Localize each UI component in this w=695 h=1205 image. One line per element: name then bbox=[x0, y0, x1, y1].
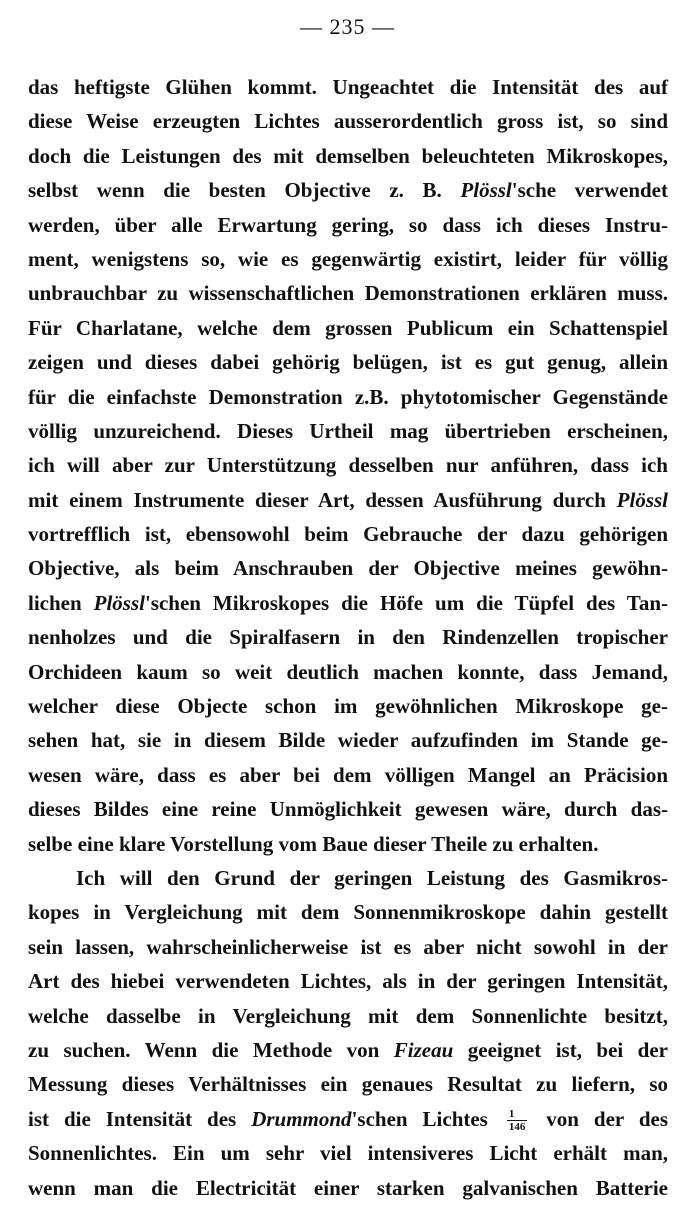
fraction-numerator: 1 bbox=[507, 1108, 528, 1121]
person-name: Plössl bbox=[460, 178, 512, 203]
text-line: unbrauchbar zu wissenschaftlichen Demonstrationen erklären muss. bbox=[28, 281, 668, 306]
person-name: Plössl bbox=[616, 487, 668, 512]
text-line: Art des hiebei verwendeten Lichtes, als in der geringen Intensität, bbox=[28, 969, 668, 994]
text-line: ich will aber zur Unterstützung desselben nur anführen, dass ich bbox=[28, 453, 668, 478]
text-line bbox=[28, 1102, 668, 1136]
text-line: wenn man die Electricität einer starken galvanischen Batterie bbox=[28, 1175, 668, 1200]
text-line: diese Weise erzeugten Lichtes ausserordentlich gross ist, so sind bbox=[28, 109, 668, 134]
text-line: sein lassen, wahrscheinlicherweise ist es aber nicht sowohl in der bbox=[28, 934, 668, 959]
fraction bbox=[507, 1108, 528, 1133]
text-line: wesen wäre, dass es aber bei dem völligen Mangel an Präcision bbox=[28, 762, 668, 787]
text-line: welcher diese Objecte schon im gewöhnlichen Mikroskope ge- bbox=[28, 694, 668, 719]
text-line: vortrefflich ist, ebensowohl beim Gebrauche der dazu gehörigen bbox=[28, 522, 668, 547]
body-text bbox=[28, 70, 668, 1205]
text-line: zeigen und dieses dabei gehörig belügen, ist es gut genug, allein bbox=[28, 350, 668, 375]
text-line bbox=[28, 173, 668, 207]
text-line: das heftigste Glühen kommt. Ungeachtet die Intensität des auf bbox=[28, 75, 668, 99]
text-line: selbe eine klare Vorstellung vom Baue dieser Theile zu erhalten. bbox=[28, 831, 599, 856]
text-run: ist die Intensität des bbox=[28, 1106, 252, 1131]
text-run: von der des bbox=[531, 1106, 668, 1131]
person-name: Fizeau bbox=[393, 1037, 454, 1062]
text-line: Für Charlatane, welche dem grossen Publicum ein Schattenspiel bbox=[28, 315, 668, 340]
text-run: geeignet ist, bei der bbox=[453, 1037, 668, 1062]
text-line: dieses Bildes eine reine Unmöglichkeit gewesen wäre, durch das- bbox=[28, 797, 668, 822]
page-header: — 235 — bbox=[300, 14, 395, 39]
text-line: ment, wenigstens so, wie es gegenwärtig existirt, leider für völlig bbox=[28, 246, 668, 271]
text-line: kopes in Vergleichung mit dem Sonnenmikroskope dahin gestellt bbox=[28, 900, 668, 925]
text-line bbox=[28, 483, 668, 517]
text-line: Orchideen kaum so weit deutlich machen konnte, dass Jemand, bbox=[28, 659, 668, 684]
text-line bbox=[28, 586, 668, 620]
text-line: Objective, als beim Anschrauben der Objective meines gewöhn- bbox=[28, 556, 668, 581]
text-line: völlig unzureichend. Dieses Urtheil mag übertrieben erscheinen, bbox=[28, 418, 668, 443]
text-line: doch die Leistungen des mit demselben beleuchteten Mikroskopes, bbox=[28, 143, 668, 168]
person-name: Drummond bbox=[251, 1106, 352, 1131]
text-run: 'sche verwendet bbox=[511, 178, 668, 203]
text-run: mit einem Instrumente dieser Art, dessen Ausführung durch bbox=[28, 487, 617, 512]
text-line: werden, über alle Erwartung gering, so dass ich dieses Instru- bbox=[28, 212, 668, 237]
person-name: Plössl bbox=[93, 590, 145, 615]
text-run: lichen bbox=[28, 590, 94, 615]
text-run: 'schen Lichtes bbox=[351, 1106, 503, 1131]
text-line: nenholzes und die Spiralfasern in den Rindenzellen tropischer bbox=[28, 625, 668, 650]
text-line: Sonnenlichtes. Ein um sehr viel intensiveres Licht erhält man, bbox=[28, 1141, 668, 1166]
text-run: zu suchen. Wenn die Methode von bbox=[28, 1037, 394, 1062]
text-line: Ich will den Grund der geringen Leistung des Gasmikros- bbox=[76, 865, 668, 890]
text-line: Messung dieses Verhältnisses ein genaues Resultat zu liefern, so bbox=[28, 1072, 668, 1097]
text-line: sehen hat, sie in diesem Bilde wieder aufzufinden im Stande ge- bbox=[28, 728, 668, 753]
fraction-denominator: 146 bbox=[508, 1121, 526, 1134]
text-run: 'schen Mikroskopes die Höfe um die Tüpfel des Tan- bbox=[144, 590, 668, 615]
text-run: selbst wenn die besten Objective z. B. bbox=[28, 178, 461, 203]
text-line bbox=[28, 1033, 668, 1067]
text-line: welche dasselbe in Vergleichung mit dem Sonnenlichte besitzt, bbox=[28, 1003, 668, 1028]
text-line: für die einfachste Demonstration z.B. phytotomischer Gegenstände bbox=[28, 384, 668, 409]
